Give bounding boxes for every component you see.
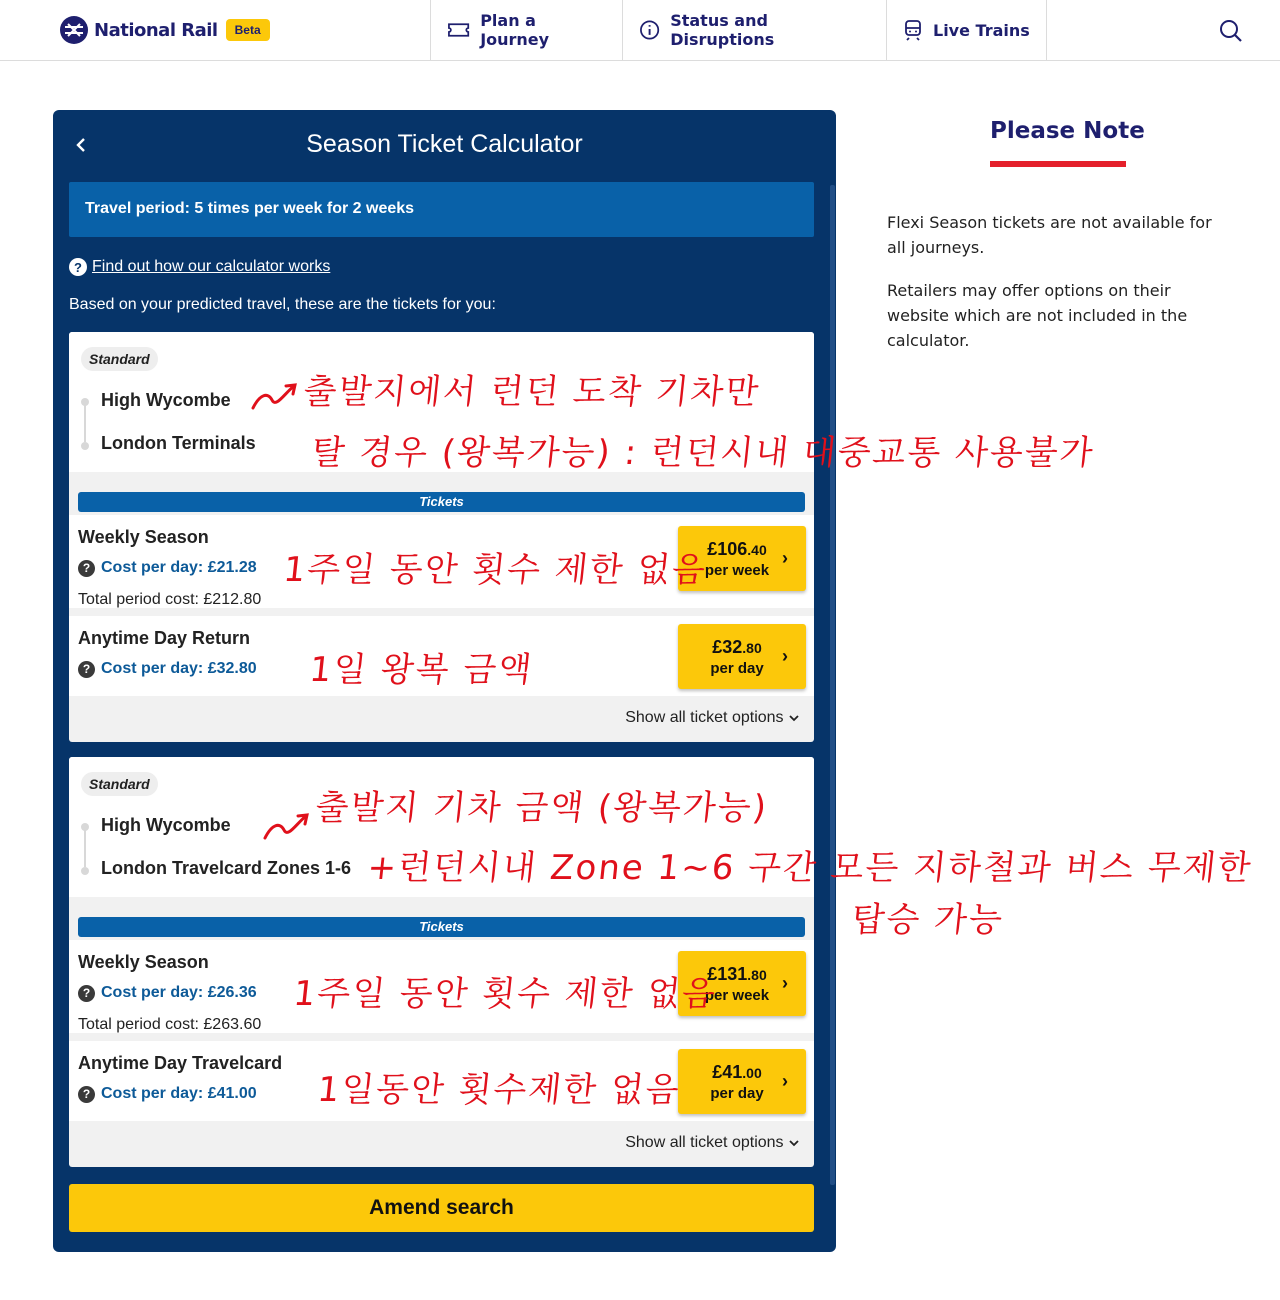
panel-scrollbar[interactable] [830, 185, 835, 1185]
cost-per-day-text: Cost per day: £41.00 [101, 1085, 257, 1102]
nav-status-and-disruptions[interactable] [622, 0, 886, 60]
show-all-ticket-options[interactable]: Show all ticket options [625, 709, 800, 727]
help-link-text: Find out how our calculator works [92, 258, 331, 275]
travel-period-banner: Travel period: 5 times per week for 2 weeks [69, 182, 814, 237]
ticket-name: Anytime Day Return [78, 628, 251, 648]
cost-per-day[interactable] [78, 984, 257, 1002]
nav-label: Status and Disruptions [670, 11, 775, 49]
nav-divider [1046, 0, 1047, 60]
tickets-section-label: Tickets [78, 492, 805, 512]
chevron-right-icon: › [782, 548, 788, 568]
cost-per-day[interactable] [78, 660, 257, 678]
annotation-text: 1주일 동안 횟수 제한 없음 [291, 974, 720, 1014]
nav-label: Live Trains [933, 20, 1030, 40]
ticket-icon [447, 22, 470, 38]
nav-label: Plan a Journey [480, 11, 550, 49]
question-icon: ? [78, 661, 95, 678]
annotation-text: 1주일 동안 횟수 제한 없음 [281, 550, 710, 590]
national-rail-logo-icon [60, 16, 88, 44]
search-button[interactable] [1218, 18, 1244, 49]
question-icon: ? [69, 258, 87, 276]
tickets-section-label: Tickets [78, 917, 805, 937]
cost-per-day[interactable] [78, 559, 257, 577]
heading-underline [990, 161, 1126, 167]
cost-per-day-text: Cost per day: £32.80 [101, 660, 257, 677]
destination-station: London Terminals [101, 433, 256, 453]
brand-name: National Rail [94, 19, 218, 41]
annotation-arrow-icon [250, 378, 300, 412]
price-amount: £106.40 [707, 539, 767, 559]
total-period-cost: Total period cost: £263.60 [78, 1016, 262, 1033]
price-amount: £131.80 [707, 964, 767, 984]
annotation-text: 탈 경우 (왕복가능) : 런던시내 대중교통 사용불가 [309, 433, 1097, 473]
annotation-text: 1일 왕복 금액 [307, 650, 536, 690]
annotation-text: 출발지 기차 금액 (왕복가능) [313, 788, 770, 828]
chevron-down-icon [788, 1139, 800, 1147]
beta-badge: Beta [226, 19, 270, 41]
brand[interactable] [60, 16, 270, 44]
question-icon: ? [78, 985, 95, 1002]
cost-per-day[interactable] [78, 1085, 257, 1103]
cost-per-day-text: Cost per day: £26.36 [101, 984, 257, 1001]
route-destination-dot [81, 442, 89, 450]
chevron-right-icon: › [782, 973, 788, 993]
price-amount: £41.00 [712, 1062, 762, 1082]
chevron-right-icon: › [782, 1071, 788, 1091]
cost-per-day-text: Cost per day: £21.28 [101, 559, 257, 576]
info-icon [639, 19, 660, 41]
show-all-ticket-options[interactable]: Show all ticket options [625, 1134, 800, 1152]
route-destination-dot [81, 867, 89, 875]
price-button[interactable] [678, 1049, 806, 1114]
train-icon [903, 19, 923, 41]
question-icon: ? [78, 560, 95, 577]
class-badge: Standard [81, 347, 158, 371]
note-paragraph: Retailers may offer options on their website which are not included in the calculator. [887, 281, 1188, 350]
nav-live-trains[interactable] [886, 0, 1046, 60]
chevron-right-icon: › [782, 646, 788, 666]
note-paragraph: Flexi Season tickets are not available for all journeys. [887, 213, 1212, 257]
price-unit: per day [710, 1085, 764, 1102]
route-line [84, 827, 86, 867]
price-amount: £32.80 [712, 637, 762, 657]
ticket-name: Weekly Season [78, 527, 209, 547]
price-unit: per week [704, 562, 770, 579]
page-title: Season Ticket Calculator [306, 130, 583, 158]
price-unit: per week [704, 987, 770, 1004]
route-line [84, 402, 86, 442]
origin-station: High Wycombe [101, 390, 231, 410]
price-button[interactable] [678, 624, 806, 689]
destination-station: London Travelcard Zones 1-6 [101, 858, 352, 878]
nav-plan-a-journey[interactable] [430, 0, 622, 60]
origin-station: High Wycombe [101, 815, 231, 835]
total-period-cost: Total period cost: £212.80 [78, 591, 262, 608]
calculator-help-link[interactable] [69, 258, 330, 276]
annotation-arrow-icon [262, 808, 312, 842]
results-intro: Based on your predicted travel, these are the tickets for you: [69, 296, 496, 313]
question-icon: ? [78, 1086, 95, 1103]
chevron-down-icon [788, 714, 800, 722]
amend-search-button[interactable]: Amend search [69, 1184, 814, 1232]
annotation-text: 1일동안 횟수제한 없음 [315, 1070, 683, 1110]
class-badge: Standard [81, 772, 158, 796]
top-navigation-bar [0, 0, 1280, 61]
please-note-heading: Please Note [990, 118, 1145, 144]
ticket-name: Anytime Day Travelcard [78, 1053, 283, 1073]
annotation-text: 탑승 가능 [849, 900, 1006, 940]
search-icon [1218, 18, 1244, 44]
annotation-text: 출발지에서 런던 도착 기차만 [301, 372, 763, 412]
ticket-name: Weekly Season [78, 952, 209, 972]
price-unit: per day [710, 660, 764, 677]
annotation-text: +런던시내 Zone 1~6 구간 모든 지하철과 버스 무제한 [365, 848, 1255, 888]
